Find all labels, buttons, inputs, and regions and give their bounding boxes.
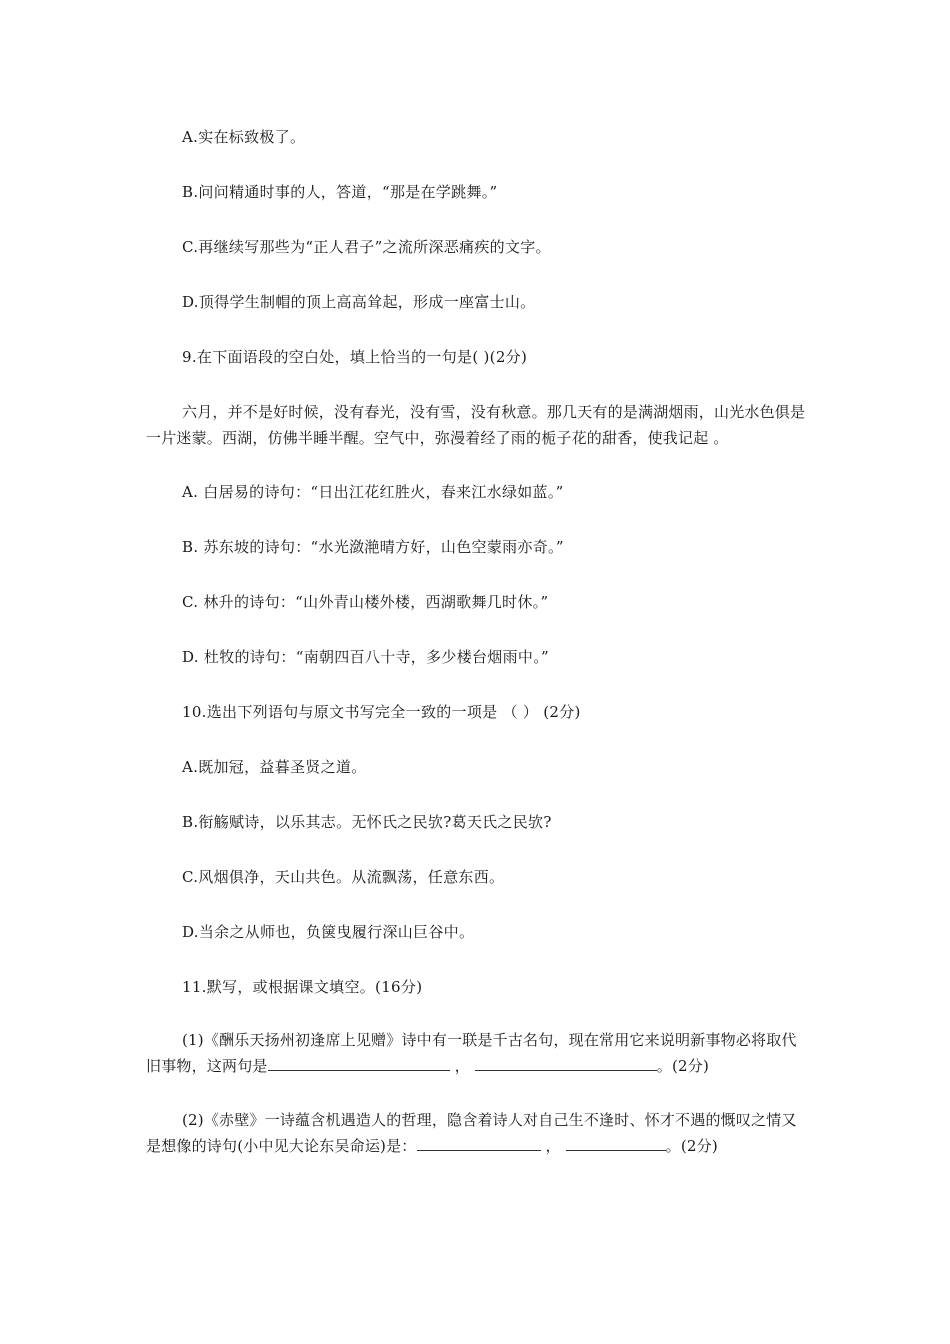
q9-option-d: D. 杜牧的诗句：“南朝四百八十寺，多少楼台烟雨中。” bbox=[182, 648, 549, 666]
q11-stem: 11.默写，或根据课文填空。(16分) bbox=[182, 978, 423, 996]
q10-option-b: B.衔觞赋诗，以乐其志。无怀氏之民欤?葛天氏之民欤? bbox=[182, 813, 552, 831]
q9-stem: 9.在下面语段的空白处，填上恰当的一句是( )(2分) bbox=[182, 348, 528, 366]
answer-blank[interactable] bbox=[566, 1136, 666, 1151]
answer-blank[interactable] bbox=[268, 1056, 450, 1071]
q11-item-1-end: 。(2分) bbox=[656, 1057, 709, 1075]
q9-passage: 六月，并不是好时候，没有春光，没有雪，没有秋意。那几天有的是满湖烟雨，山光水色俱是一片迷蒙。西湖，仿佛半睡半醒。空气中，弥漫着经了雨的栀子花的甜香，使我记起 。 bbox=[146, 403, 806, 447]
q11-item-2-end: 。(2分) bbox=[665, 1137, 718, 1155]
blank-separator: ， bbox=[454, 1057, 470, 1075]
q9-option-c: C. 林升的诗句：“山外青山楼外楼，西湖歌舞几时休。” bbox=[182, 593, 549, 611]
q9-option-b: B. 苏东坡的诗句：“水光潋滟晴方好，山色空蒙雨亦奇。” bbox=[182, 538, 564, 556]
q8-option-c: C.再继续写那些为“正人君子”之流所深恶痛疾的文字。 bbox=[182, 238, 551, 256]
q8-option-b: B.问问精通时事的人，答道，“那是在学跳舞。” bbox=[182, 183, 498, 201]
q10-option-c: C.风烟俱净，天山共色。从流飘荡，任意东西。 bbox=[182, 868, 505, 886]
blank-separator: ， bbox=[545, 1137, 561, 1155]
q11-item-2-text: (2)《赤壁》一诗蕴含机遇造人的哲理，隐含着诗人对自己生不逢时、怀才不遇的慨叹之情又是想像的诗句(小中见大论东吴命运)是： bbox=[146, 1111, 797, 1155]
q10-option-d: D.当余之从师也，负箧曳履行深山巨谷中。 bbox=[182, 923, 475, 941]
q11-item-2 bbox=[146, 1107, 806, 1159]
q8-option-a: A.实在标致极了。 bbox=[182, 128, 306, 146]
q10-option-a: A.既加冠，益暮圣贤之道。 bbox=[182, 758, 367, 776]
answer-blank[interactable] bbox=[475, 1056, 657, 1071]
answer-blank[interactable] bbox=[417, 1136, 541, 1151]
q10-stem: 10.选出下列语句与原文书写完全一致的一项是 （ ） (2分) bbox=[182, 703, 581, 721]
q8-option-d: D.顶得学生制帽的顶上高高耸起，形成一座富士山。 bbox=[182, 293, 536, 311]
q11-item-1 bbox=[146, 1027, 806, 1079]
q9-option-a: A. 白居易的诗句：“日出江花红胜火，春来江水绿如蓝。” bbox=[182, 483, 564, 501]
q11-item-1-text: (1)《酬乐天扬州初逢席上见赠》诗中有一联是千古名句，现在常用它来说明新事物必将取代旧事物，这两句是 bbox=[146, 1031, 797, 1075]
